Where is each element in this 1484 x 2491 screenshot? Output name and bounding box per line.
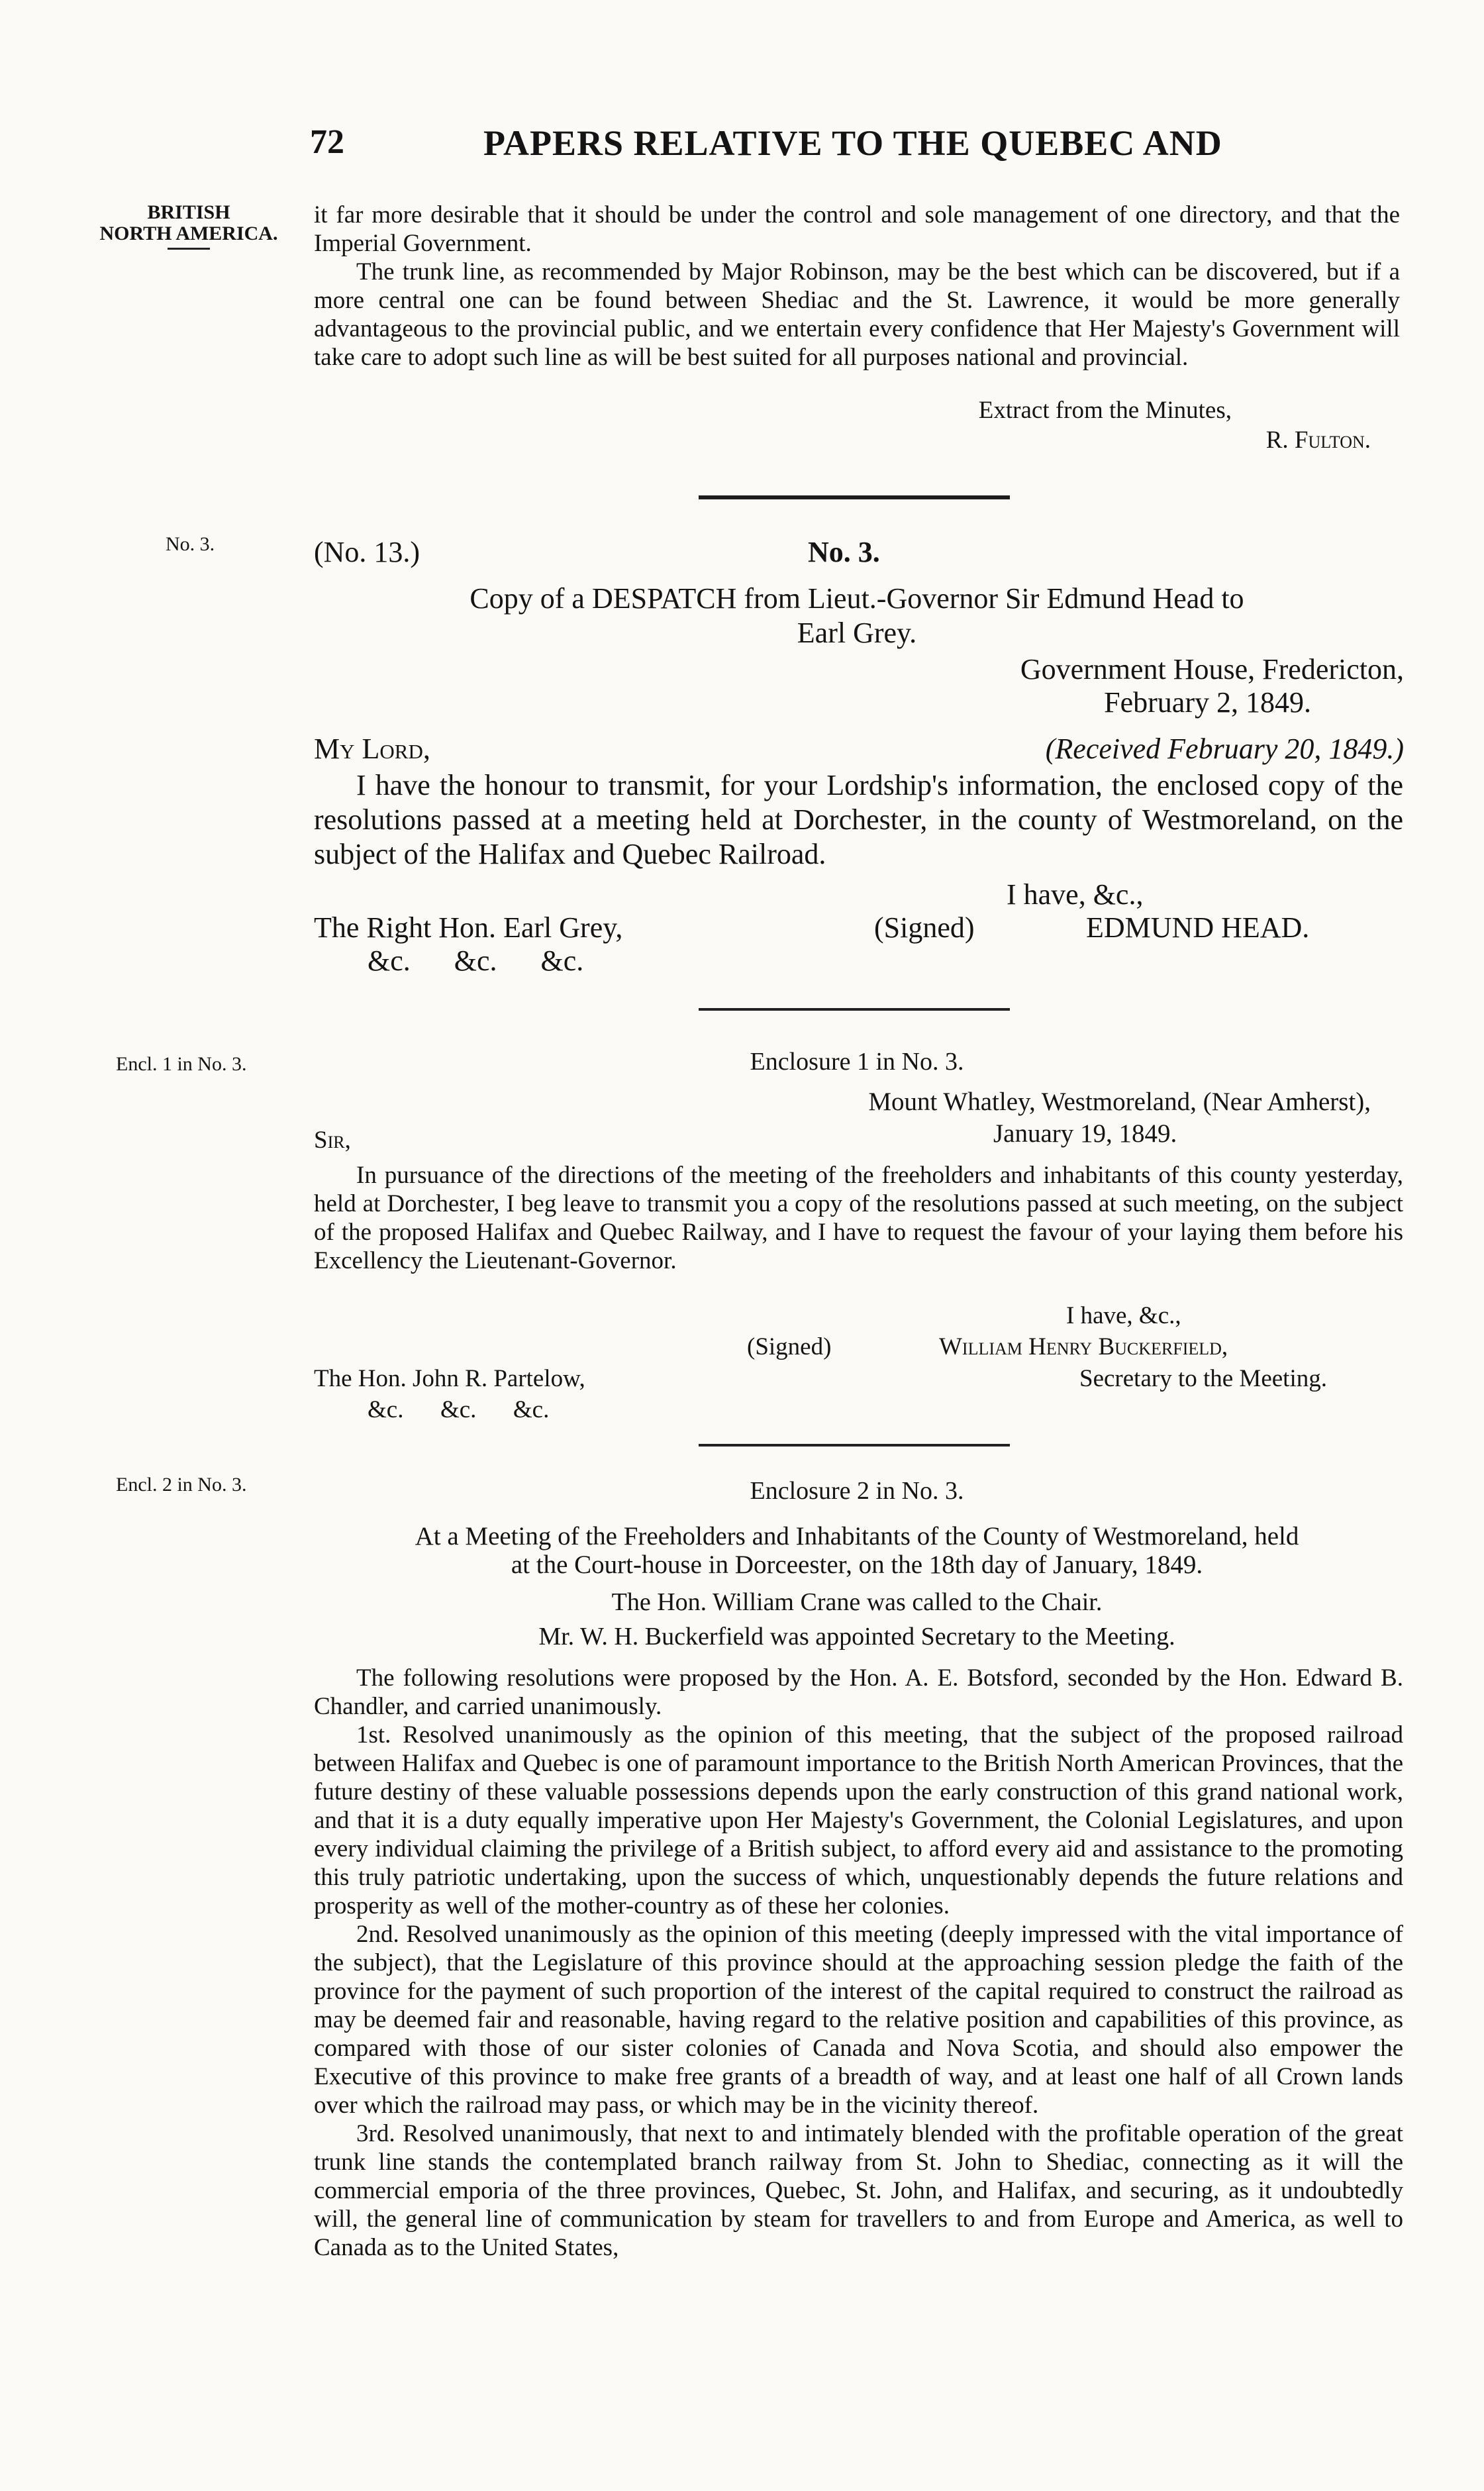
resolution-3: 3rd. Resolved unanimously, that next to and intimately blended with the profitable operation of the great trunk line stands the contemplated branch railway from St. John to Shediac, connecting as it will the commercial emporia of the three provinces, Quebec, St. John, and Halifax, and securing, as it undoubtedly will, the general line of communication by steam for travellers to and from Europe and America, as well to Canada as to the United States, — [314, 2120, 1403, 2261]
enclosure2-proposed: The following resolutions were proposed by the Hon. A. E. Botsford, seconded by the Hon. Edward B. Chandler, and carried unanimously. — [314, 1664, 1403, 1720]
trunk-line-paragraph: The trunk line, as recommended by Major Robinson, may be the best which can be discovered, but if a more central one can be found between Shediac and the St. Lawrence, it would be more generally advantageous to the provincial public, and we entertain every confidence that Her Majesty's Government will take care to adopt such line as will be best suited for all purposes national and provincial. — [314, 258, 1400, 371]
despatch-body: I have the honour to transmit, for your Lordship's information, the enclosed copy of the resolutions passed at a meeting held at Dorchester, in the county of Westmoreland, on the subject of the Halifax and Quebec Railroad. — [314, 769, 1403, 870]
section-rule — [699, 1008, 1010, 1011]
section-rule — [699, 495, 1010, 499]
top-section — [314, 201, 1400, 372]
enclosure1-heading: Enclosure 1 in No. 3. — [750, 1048, 964, 1076]
enclosure1-addressee: The Hon. John R. Partelow, — [314, 1365, 585, 1392]
enclosure1-closing: I have, &c., — [1066, 1302, 1181, 1329]
page-number: 72 — [310, 123, 344, 161]
despatch-salutation: My Lord, — [314, 733, 430, 765]
margin-dash — [168, 248, 210, 250]
enclosure2-intro-line1: At a Meeting of the Freeholders and Inhabitants of the County of Westmoreland, held — [415, 1522, 1299, 1551]
despatch-received: (Received February 20, 1849.) — [1045, 733, 1404, 765]
despatch-title-line1: Copy of a DESPATCH from Lieut.-Governor Sir Edmund Head to — [470, 582, 1244, 615]
despatch-number: (No. 13.) — [314, 536, 420, 568]
margin-note-encl1: Encl. 1 in No. 3. — [116, 1053, 247, 1075]
enclosure2-secretary: Mr. W. H. Buckerfield was appointed Secretary to the Meeting. — [538, 1623, 1175, 1651]
extract-signer: R. Fulton. — [1265, 427, 1371, 454]
margin-note-no3: No. 3. — [166, 533, 215, 555]
enclosure1-place: Mount Whatley, Westmoreland, (Near Amherst), — [868, 1088, 1371, 1116]
margin-note-north-america: NORTH AMERICA. — [99, 222, 278, 244]
despatch-addressee: The Right Hon. Earl Grey, — [314, 911, 623, 944]
resolution-2: 2nd. Resolved unanimously as the opinion of this meeting (deeply impressed with the vital importance of the subject), that the Legislature of this province should at the approaching session pledge the faith of the province for the payment of such proportion of the interest of the capital required to construct the railroad as may be deemed fair and reasonable, having regard to the relative position and capabilities of this province, as compared with those of our sister colonies of Canada and Nova Scotia, and should also empower the Executive of this province to make free grants of a breadth of way, and at least one half of all Crown lands over which the railroad may pass, or which may be in the vicinity thereof. — [314, 1921, 1403, 2119]
despatch-closing: I have, &c., — [1007, 878, 1144, 911]
resolution-1: 1st. Resolved unanimously as the opinion of this meeting, that the subject of the proposed railroad between Halifax and Quebec is one of paramount importance to the British North American Provinces, that the future destiny of these valuable possessions depends upon the early construction of this grand national work, and that it is a duty equally imperative upon Her Majesty's Government, the Colonial Legislatures, and upon every individual claiming the privilege of a British subject, to afford every aid and assistance to the promoting this truly patriotic undertaking, upon the success of which, unquestionably depends the future relations and prosperity as well of the mother-country as of these her colonies. — [314, 1721, 1403, 1919]
enclosure2-heading: Enclosure 2 in No. 3. — [750, 1477, 964, 1505]
enclosure2-intro-line2: at the Court-house in Dorceester, on the 18th day of January, 1849. — [511, 1551, 1203, 1579]
running-title: PAPERS RELATIVE TO THE QUEBEC AND — [483, 123, 1222, 163]
despatch-date: February 2, 1849. — [1104, 686, 1311, 719]
enclosure2-resolutions — [314, 1664, 1403, 2262]
enclosure1-etc: &c. &c. &c. — [368, 1396, 550, 1423]
despatch-title — [314, 582, 1400, 650]
despatch-title-line2: Earl Grey. — [797, 617, 917, 649]
despatch-etc: &c. &c. &c. — [368, 944, 584, 977]
enclosure2-intro — [314, 1522, 1400, 1579]
margin-note-encl2: Encl. 2 in No. 3. — [116, 1474, 247, 1496]
despatch-place: Government House, Fredericton, — [1020, 653, 1404, 686]
enclosure1-role: Secretary to the Meeting. — [1079, 1365, 1327, 1392]
despatch-no3: No. 3. — [808, 536, 880, 568]
enclosure1-signed: (Signed) — [747, 1333, 832, 1360]
enclosure1-date: January 19, 1849. — [993, 1119, 1177, 1148]
enclosure2-chair: The Hon. William Crane was called to the Chair. — [611, 1588, 1103, 1616]
despatch-signed: (Signed) — [874, 911, 975, 944]
continuation-paragraph: it far more desirable that it should be under the control and sole management of one directory, and that the Imperial Government. — [314, 201, 1400, 257]
margin-note-british: BRITISH — [147, 201, 230, 223]
page-header — [0, 123, 1484, 169]
enclosure1-salutation: Sir, — [314, 1127, 351, 1154]
margin-note-british-north-america — [79, 202, 298, 250]
despatch-signature: EDMUND HEAD. — [1086, 911, 1310, 944]
enclosure1-body: In pursuance of the directions of the meeting of the freeholders and inhabitants of this county yesterday, held at Dorchester, I beg leave to transmit you a copy of the resolutions passed at such meeting, on the subject of the proposed Halifax and Quebec Railway, and I have to request the favour of your laying them before his Excellency the Lieutenant-Governor. — [314, 1162, 1403, 1274]
enclosure1-signature: William Henry Buckerfield, — [939, 1333, 1228, 1360]
extract-line: Extract from the Minutes, — [978, 397, 1232, 424]
section-rule — [699, 1444, 1010, 1447]
